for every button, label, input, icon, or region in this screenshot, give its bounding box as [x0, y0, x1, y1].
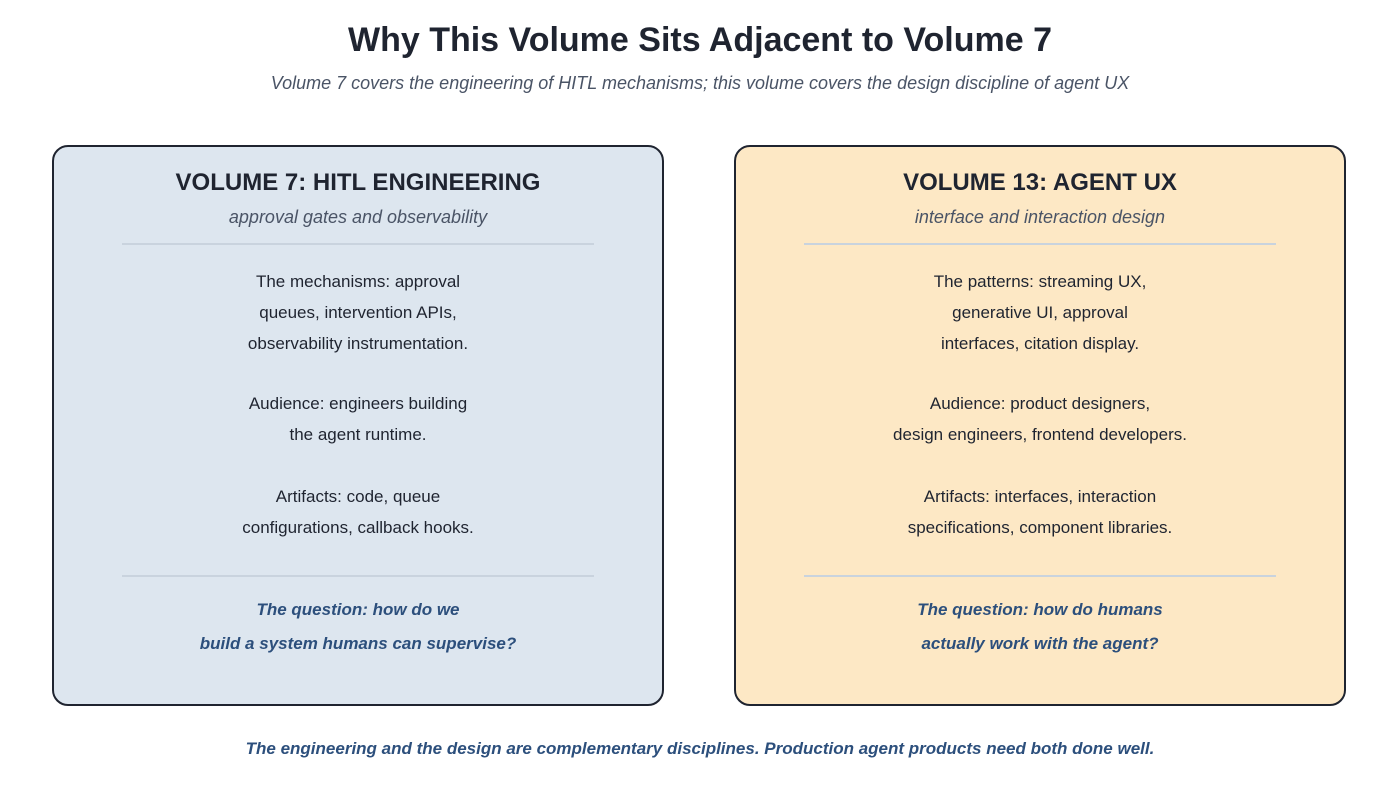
- page-subtitle: Volume 7 covers the engineering of HITL mechanisms; this volume covers the design discipline of agent UX: [270, 73, 1130, 93]
- card-subtitle: approval gates and observability: [228, 207, 488, 227]
- text-line: the agent runtime.: [289, 425, 427, 444]
- text-line: The question: how do humans: [917, 600, 1163, 619]
- divider: [122, 243, 594, 245]
- volume-13-card: [734, 145, 1346, 706]
- mechanisms-text: [54, 266, 662, 359]
- divider: [122, 575, 594, 577]
- text-line: observability instrumentation.: [247, 334, 469, 353]
- text-line: generative UI, approval: [952, 303, 1128, 322]
- text-line: interfaces, citation display.: [940, 334, 1140, 353]
- audience-text: [736, 388, 1344, 450]
- text-line: The mechanisms: approval: [255, 272, 461, 291]
- patterns-text: [736, 266, 1344, 359]
- page-title: Why This Volume Sits Adjacent to Volume 7: [347, 21, 1053, 59]
- audience-text: [54, 388, 662, 450]
- card-subtitle: interface and interaction design: [914, 207, 1166, 227]
- text-line: actually work with the agent?: [921, 634, 1159, 653]
- question-text: [736, 593, 1344, 661]
- text-line: The patterns: streaming UX,: [933, 272, 1147, 291]
- text-line: Artifacts: interfaces, interaction: [923, 487, 1157, 506]
- card-title: VOLUME 7: HITL ENGINEERING: [175, 169, 541, 196]
- divider: [804, 575, 1276, 577]
- text-line: Audience: engineers building: [248, 394, 468, 413]
- footer-note: The engineering and the design are complementary disciplines. Production agent products need both done well.: [245, 739, 1155, 758]
- artifacts-text: [54, 481, 662, 543]
- divider: [804, 243, 1276, 245]
- text-line: Artifacts: code, queue: [275, 487, 441, 506]
- card-title: VOLUME 13: AGENT UX: [903, 169, 1177, 196]
- volume-7-card: [52, 145, 664, 706]
- artifacts-text: [736, 481, 1344, 543]
- text-line: Audience: product designers,: [929, 394, 1151, 413]
- text-line: The question: how do we: [256, 600, 460, 619]
- text-line: build a system humans can supervise?: [199, 634, 517, 653]
- text-line: design engineers, frontend developers.: [893, 425, 1187, 444]
- text-line: specifications, component libraries.: [907, 518, 1173, 537]
- text-line: queues, intervention APIs,: [259, 303, 457, 322]
- question-text: [54, 593, 662, 661]
- text-line: configurations, callback hooks.: [242, 518, 474, 537]
